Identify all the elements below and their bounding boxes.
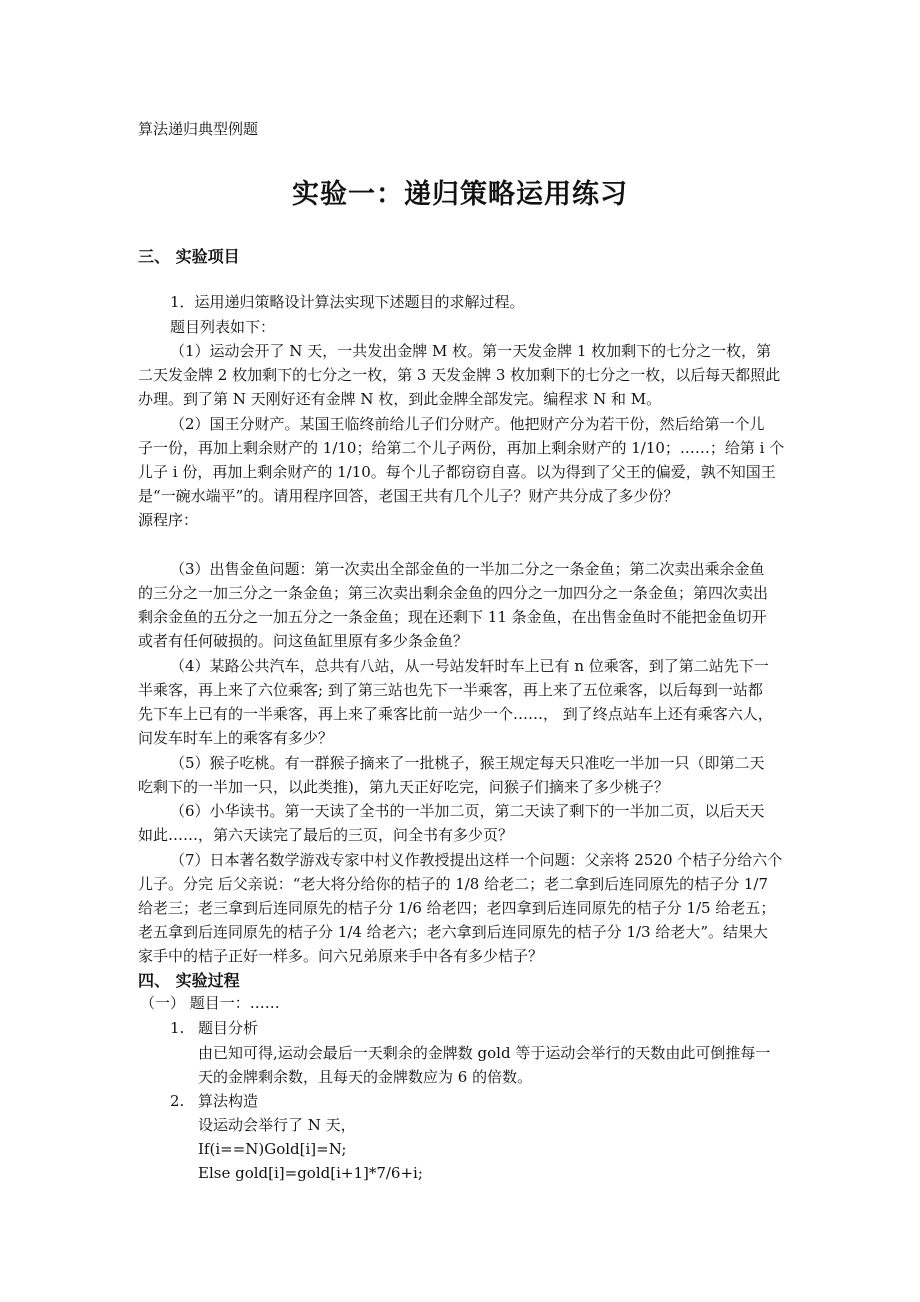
code-line: If(i==N)Gold[i]=N;: [198, 1140, 347, 1158]
problem-3-line: 剩余金鱼的五分之一加五分之一条金鱼；现在还剩下 11 条金鱼，在出售金鱼时不能把金鱼切开: [138, 608, 767, 626]
problem-2-line: 是“一碗水端平”的。请用程序回答，老国王共有几个儿子？财产共分成了多少份？: [138, 487, 679, 505]
section-heading-4: 四、 实验过程: [138, 971, 240, 990]
problem-6-line: 如此……，第六天读完了最后的三页，问全书有多少页？: [138, 826, 514, 844]
problem-1-line: 办理。到了第 N 天刚好还有金牌 N 枚，到此金牌全部发完。编程求 N 和 M。: [138, 390, 662, 408]
problem-1-line: （1）运动会开了 N 天，一共发出金牌 M 枚。第一天发金牌 1 枚加剩下的七分之一枚，第: [170, 342, 772, 360]
problem-3-line: 的三分之一加三分之一条金鱼；第三次卖出剩余金鱼的四分之一加四分之一条金鱼；第四次卖出: [138, 584, 769, 602]
document-header: 算法递归典型例题: [138, 120, 259, 138]
problem-2-line: （2）国王分财产。某国王临终前给儿子们分财产。他把财产分为若干份，然后给第一个儿: [170, 415, 765, 433]
problem-3-line: 或者有任何破损的。问这鱼缸里原有多少条金鱼？: [138, 632, 469, 650]
problem-7-line: 儿子。分完 后父亲说：“老大将分给你的桔子的 1/8 给老二；老二拿到后连同原先的桔子分 1/7: [138, 875, 769, 893]
problem-7-line: （7）日本著名数学游戏专家中村义作教授提出这样一个问题：父亲将 2520 个桔子分给六个: [170, 851, 783, 869]
item-body-line: 天的金牌剩余数，且每天的金牌数应为 6 的倍数。: [198, 1068, 533, 1086]
problem-2-line: 子一份，再加上剩余财产的 1/10；给第二个儿子两份，再加上剩余财产的 1/10；……；给第 i 个: [138, 439, 785, 457]
list-label: 题目列表如下：: [170, 318, 276, 336]
list-number: 2.: [170, 1092, 185, 1110]
subsection-heading: （一） 题目一：……: [140, 994, 280, 1012]
problem-7-line: 家手中的桔子正好一样多。问六兄弟原来手中各有多少桔子？: [138, 947, 544, 965]
item-title: 算法构造: [198, 1092, 259, 1110]
problem-3-line: （3）出售金鱼问题：第一次卖出全部金鱼的一半加二分之一条金鱼；第二次卖出乘余金鱼: [170, 560, 765, 578]
problem-2-line: 儿子 i 份，再加上剩余财产的 1/10。每个儿子都窃窃自喜。以为得到了父王的偏爱，孰不知国王: [138, 463, 776, 481]
problem-6-line: （6）小华读书。第一天读了全书的一半加二页，第二天读了剩下的一半加二页，以后天天: [170, 802, 765, 820]
problem-4-line: 问发车时车上的乘客有多少？: [138, 729, 334, 747]
code-line: Else gold[i]=gold[i+1]*7/6+i;: [198, 1164, 423, 1182]
section-heading-3: 三、 实验项目: [138, 247, 240, 266]
problem-7-line: 老五拿到后连同原先的桔子分 1/4 给老六；老六拿到后连同原先的桔子分 1/3 给老大”。结果大: [138, 923, 769, 941]
document-title: 实验一：递归策略运用练习: [292, 179, 628, 210]
problem-4-line: 半乘客，再上来了六位乘客; 到了第三站也先下一半乘客，再上来了五位乘客，以后每到一站都: [138, 681, 763, 699]
problem-5-line: 吃剩下的一半加一只，以此类推)，第九天正好吃完，问猴子们摘来了多少桃子？: [138, 778, 669, 796]
intro-line: 1．运用递归策略设计算法实现下述题目的求解过程。: [170, 293, 525, 311]
problem-7-line: 给老三；老三拿到后连同原先的桔子分 1/6 给老四；老四拿到后连同原先的桔子分 1/5 给老五；: [138, 899, 776, 917]
problem-1-line: 二天发金牌 2 枚加剩下的七分之一枚，第 3 天发金牌 3 枚加剩下的七分之一枚，以后每天都照此: [138, 366, 781, 384]
item-title: 题目分析: [198, 1019, 259, 1037]
problem-4-line: （4）某路公共汽车，总共有八站，从一号站发轩时车上已有 n 位乘客，到了第二站先下一: [170, 657, 769, 675]
problem-5-line: （5）猴子吃桃。有一群猴子摘来了一批桃子，猴王规定每天只准吃一半加一只（即第二天: [170, 754, 765, 772]
code-line: 设运动会举行了 N 天，: [198, 1116, 356, 1134]
item-body-line: 由已知可得,运动会最后一天剩余的金牌数 gold 等于运动会举行的天数由此可倒推每一: [198, 1044, 771, 1062]
problem-4-line: 先下车上已有的一半乘客，再上来了乘客比前一站少一个……， 到了终点站车上还有乘客六人，: [138, 705, 773, 723]
list-number: 1.: [170, 1019, 185, 1037]
source-label: 源程序：: [138, 511, 199, 529]
